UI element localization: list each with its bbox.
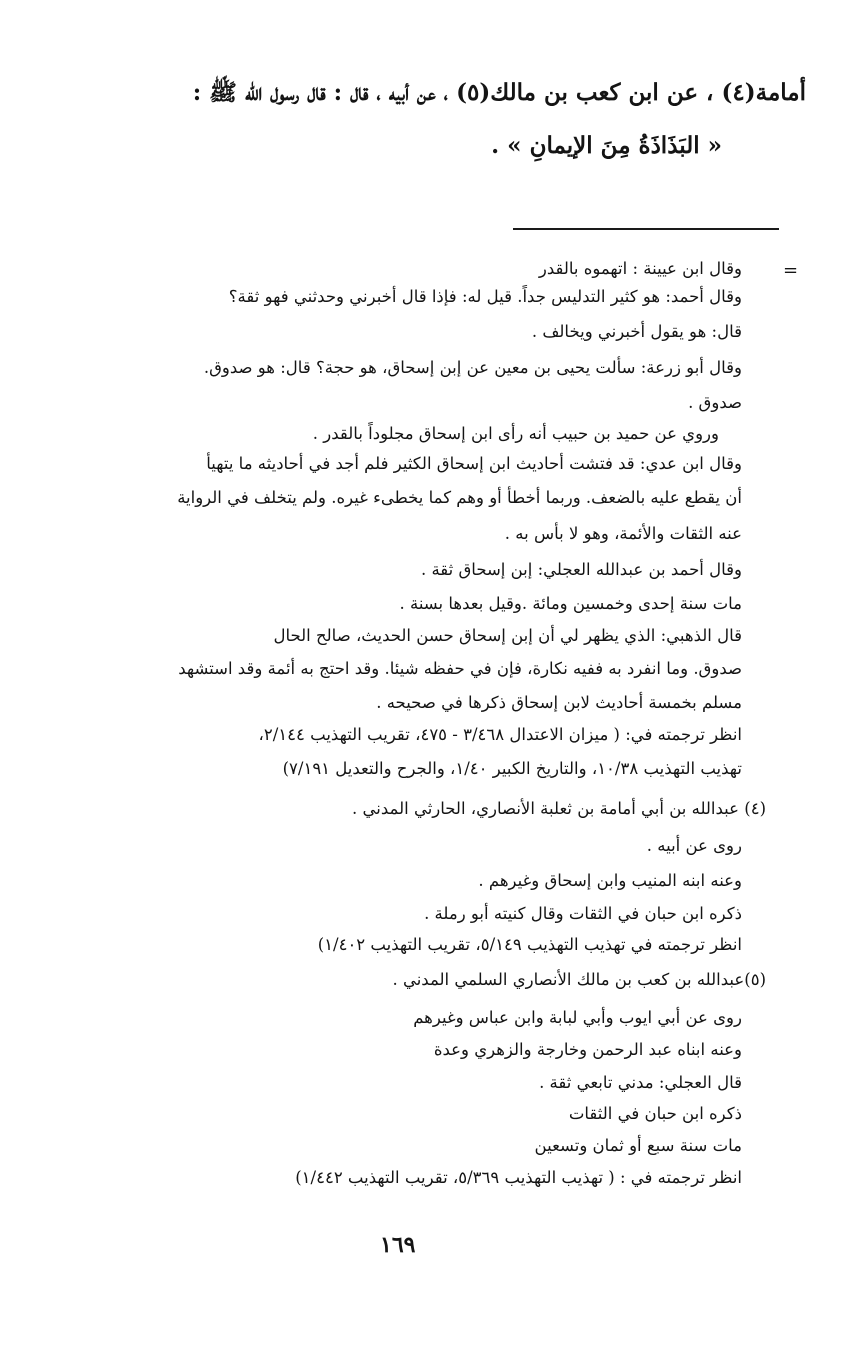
- footnote-line: وقال ابن عدي: قد فتشت أحاديث ابن إسحاق الكثير فلم أجد في أحاديثه ما يتهيأ: [206, 454, 742, 473]
- main-text-line-1: أمامة(٤) ، عن ابن كعب بن مالك(٥) ، عن أبيه ، قال : قال رسول الله ﷺ :: [192, 79, 806, 106]
- footnote-line: انظر ترجمته في تهذيب التهذيب ٥/١٤٩، تقريب التهذيب ١/٤٠٢): [317, 935, 742, 954]
- page-number: ١٦٩: [380, 1232, 416, 1258]
- footnote-line: وقال أحمد بن عبدالله العجلي: إبن إسحاق ثقة .: [420, 560, 742, 579]
- footnote-line: روى عن أبي ايوب وأبي لبابة وابن عباس وغيرهم: [413, 1008, 742, 1027]
- footnote-line: قال الذهبي: الذي يظهر لي أن إبن إسحاق حسن الحديث، صالح الحال: [273, 626, 742, 645]
- footnote-line: مسلم بخمسة أحاديث لابن إسحاق ذكرها في صحيحه .: [376, 693, 742, 712]
- footnote-line: قال: هو يقول أخبرني ويخالف .: [531, 322, 742, 341]
- footnote-line: وقال ابن عيينة : اتهموه بالقدر: [538, 259, 742, 278]
- footnote-line: مات سنة سبع أو ثمان وتسعين: [534, 1136, 742, 1155]
- footnote-line: ذكره ابن حبان في الثقات وقال كنيته أبو رملة .: [424, 904, 742, 923]
- footnote-line: وقال أبو زرعة: سألت يحيى بن معين عن إبن إسحاق، هو حجة؟ قال: هو صدوق.: [203, 358, 742, 377]
- continuation-mark: =: [783, 260, 799, 281]
- footnote-line: وعنه ابناه عبد الرحمن وخارجة والزهري وعدة: [433, 1040, 742, 1059]
- footnote-line: قال العجلي: مدني تابعي ثقة .: [539, 1073, 742, 1092]
- footnote-line: وعنه ابنه المنيب وابن إسحاق وغيرهم .: [478, 871, 742, 890]
- footnote-line: أن يقطع عليه بالضعف. وربما أخطأ أو وهم كما يخطىء غيره. ولم يتخلف في الرواية: [177, 488, 742, 507]
- footnote-line: صدوق. وما انفرد به ففيه نكارة، فإن في حفظه شيئا. وقد احتج به أئمة وقد استشهد: [178, 659, 742, 678]
- main-text-line-2: « البَذَاذَةُ مِنَ الإيمانِ » .: [491, 132, 722, 159]
- footnote-line: صدوق .: [688, 393, 742, 412]
- footnote-line: (٤) عبدالله بن أبي أمامة بن ثعلبة الأنصاري، الحارثي المدني .: [352, 799, 766, 818]
- footnote-line: روى عن أبيه .: [646, 836, 742, 855]
- footnote-line: انظر ترجمته في: ( ميزان الاعتدال ٣/٤٦٨ - ٤٧٥، تقريب التهذيب ٢/١٤٤،: [258, 725, 742, 744]
- footnote-line: وقال أحمد: هو كثير التدليس جداً. قيل له: فإذا قال أخبرني وحدثني فهو ثقة؟: [228, 287, 742, 306]
- footnote-line: ذكره ابن حبان في الثقات: [568, 1104, 742, 1123]
- footnote-line: (٥)عبدالله بن كعب بن مالك الأنصاري السلمي المدني .: [392, 970, 766, 989]
- footnote-divider: [513, 228, 779, 230]
- footnote-line: تهذيب التهذيب ١٠/٣٨، والتاريخ الكبير ١/٤٠، والجرح والتعديل ٧/١٩١): [282, 759, 742, 778]
- footnote-line: وروي عن حميد بن حبيب أنه رأى ابن إسحاق مجلوداً بالقدر .: [312, 424, 719, 443]
- footnote-line: انظر ترجمته في : ( تهذيب التهذيب ٥/٣٦٩، تقريب التهذيب ١/٤٤٢): [295, 1168, 742, 1187]
- footnote-line: عنه الثقات والأئمة، وهو لا بأس به .: [504, 524, 742, 543]
- footnote-line: مات سنة إحدى وخمسين ومائة .وقيل بعدها بسنة .: [399, 594, 742, 613]
